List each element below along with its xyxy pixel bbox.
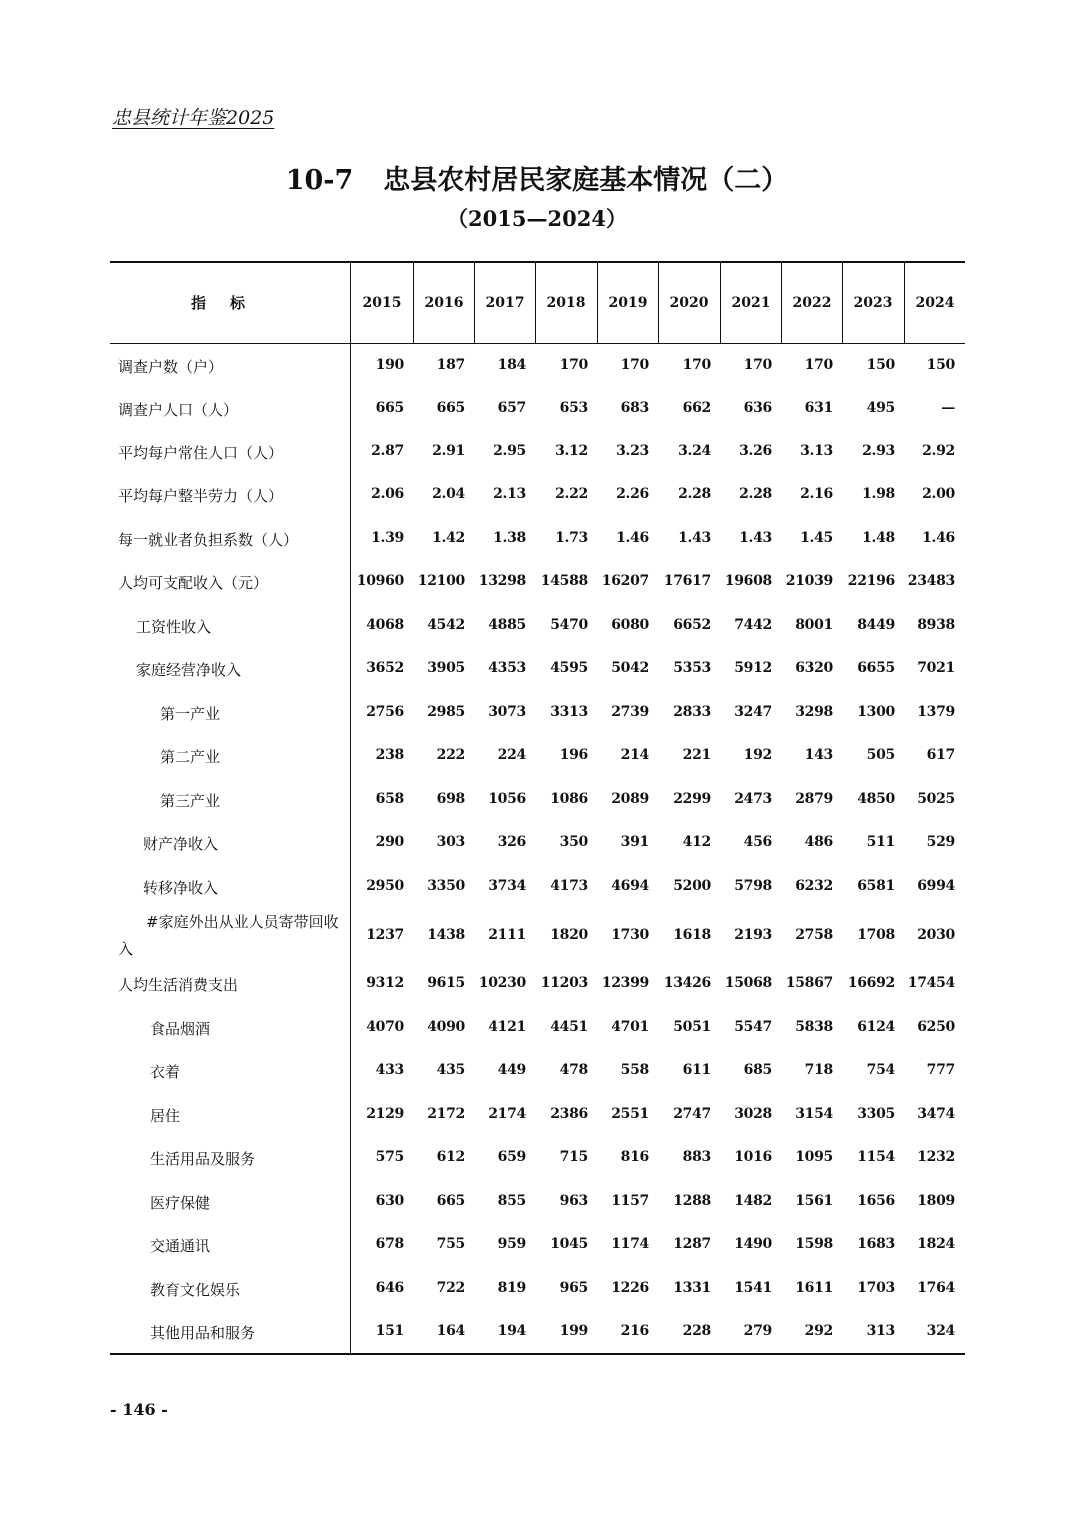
table-cell: 1288: [673, 1193, 711, 1209]
table-cell: 4694: [611, 878, 649, 894]
table-bottom-rule: [110, 1353, 965, 1355]
table-cell: 1730: [611, 927, 649, 943]
table-cell: 16207: [601, 573, 649, 589]
table-cell: 1.98: [862, 486, 895, 502]
table-cell: 21039: [785, 573, 833, 589]
table-cell: 1.46: [616, 530, 649, 546]
table-cell: 10230: [478, 975, 526, 991]
table-cell: 13298: [478, 573, 526, 589]
table-cell: 5025: [917, 791, 955, 807]
table-cell: 1.43: [739, 530, 772, 546]
year-header: 2016: [424, 295, 464, 311]
table-cell: 12100: [417, 573, 465, 589]
table-cell: 7442: [734, 617, 772, 633]
table-cell: 2833: [673, 704, 711, 720]
table-cell: 777: [926, 1062, 955, 1078]
row-label: 第二产业: [160, 748, 221, 766]
table-cell: 2551: [611, 1106, 649, 1122]
table-cell: 2.26: [616, 486, 649, 502]
table-cell: 665: [375, 400, 404, 416]
table-cell: 1764: [917, 1280, 955, 1296]
table-cell: 3247: [734, 704, 772, 720]
table-cell: 5353: [673, 660, 711, 676]
table-cell: 3.23: [616, 443, 649, 459]
table-cell: 1618: [673, 927, 711, 943]
year-header: 2023: [853, 295, 893, 311]
table-cell: 5838: [795, 1019, 833, 1035]
table-cell: 1820: [550, 927, 588, 943]
table-cell: 2111: [488, 927, 526, 943]
table-cell: 4121: [488, 1019, 526, 1035]
table-cell: 1095: [795, 1149, 833, 1165]
table-cell: 199: [559, 1323, 588, 1339]
table-cell: 678: [375, 1236, 404, 1252]
table-cell: 2.28: [678, 486, 711, 502]
table-cell: 170: [559, 357, 588, 373]
table-cell: 313: [866, 1323, 895, 1339]
table-number: 10-7: [285, 165, 354, 196]
table-cell: 16692: [847, 975, 895, 991]
row-label: 衣着: [150, 1063, 181, 1081]
table-cell: 2473: [734, 791, 772, 807]
table-cell: 9312: [366, 975, 404, 991]
table-cell: 391: [620, 834, 649, 850]
table-cell: 3154: [795, 1106, 833, 1122]
table-cell: 2.87: [371, 443, 404, 459]
table-title: [0, 158, 1074, 197]
table-cell: 3474: [917, 1106, 955, 1122]
table-cell: 1045: [550, 1236, 588, 1252]
table-cell: 646: [375, 1280, 404, 1296]
table-cell: 3305: [857, 1106, 895, 1122]
table-cell: 819: [497, 1280, 526, 1296]
table-cell: 8001: [795, 617, 833, 633]
row-label: 平均每户整半劳力（人）: [118, 487, 284, 505]
table-cell: 5200: [673, 878, 711, 894]
table-cell: 6250: [917, 1019, 955, 1035]
row-label: 平均每户常住人口（人）: [118, 444, 284, 462]
table-cell: 19608: [724, 573, 772, 589]
table-cell: 5042: [611, 660, 649, 676]
row-label: 人均可支配收入（元）: [118, 574, 269, 592]
table-cell: 4885: [488, 617, 526, 633]
table-cell: 658: [375, 791, 404, 807]
table-cell: 965: [559, 1280, 588, 1296]
table-cell: 4090: [427, 1019, 465, 1035]
table-cell: 630: [375, 1193, 404, 1209]
row-label: 每一就业者负担系数（人）: [118, 531, 299, 549]
table-cell: 855: [497, 1193, 526, 1209]
table-cell: 963: [559, 1193, 588, 1209]
table-cell: 486: [804, 834, 833, 850]
table-cell: 11203: [540, 975, 588, 991]
table-cell: 1490: [734, 1236, 772, 1252]
table-cell: 12399: [601, 975, 649, 991]
row-label: 人均生活消费支出: [118, 976, 239, 994]
table-cell: 4173: [550, 878, 588, 894]
table-cell: 3298: [795, 704, 833, 720]
table-title-text: 忠县农村居民家庭基本情况（二）: [383, 165, 789, 196]
table-cell: 1226: [611, 1280, 649, 1296]
table-cell: 170: [682, 357, 711, 373]
table-cell: 196: [559, 747, 588, 763]
year-header: 2018: [546, 295, 586, 311]
table-cell: 324: [926, 1323, 955, 1339]
table-cell: 1703: [857, 1280, 895, 1296]
table-cell: 495: [866, 400, 895, 416]
table-cell: 150: [866, 357, 895, 373]
table-cell: 1157: [611, 1193, 649, 1209]
table-cell: 222: [436, 747, 465, 763]
table-cell: 511: [866, 834, 895, 850]
table-cell: 3073: [488, 704, 526, 720]
table-cell: 238: [375, 747, 404, 763]
table-cell: 2172: [427, 1106, 465, 1122]
row-label: 调查户人口（人）: [118, 401, 239, 419]
table-cell: 2739: [611, 704, 649, 720]
table-cell: 3313: [550, 704, 588, 720]
table-cell: 617: [926, 747, 955, 763]
table-cell: 22196: [847, 573, 895, 589]
table-cell: 2129: [366, 1106, 404, 1122]
table-cell: 2030: [917, 927, 955, 943]
table-cell: 754: [866, 1062, 895, 1078]
table-cell: 959: [497, 1236, 526, 1252]
row-label: 食品烟酒: [150, 1020, 211, 1038]
table-cell: 23483: [907, 573, 955, 589]
table-cell: 665: [436, 1193, 465, 1209]
table-cell: 2756: [366, 704, 404, 720]
table-cell: 3.12: [555, 443, 588, 459]
table-cell: 657: [497, 400, 526, 416]
table-cell: 221: [682, 747, 711, 763]
table-cell: 13426: [663, 975, 711, 991]
table-cell: 290: [375, 834, 404, 850]
table-cell: 2.06: [371, 486, 404, 502]
table-cell: 2.22: [555, 486, 588, 502]
table-cell: 15867: [785, 975, 833, 991]
table-header-rule: [110, 343, 965, 344]
table-cell: 6655: [857, 660, 895, 676]
table-cell: 2.92: [922, 443, 955, 459]
table-cell: 449: [497, 1062, 526, 1078]
year-header: 2024: [915, 295, 955, 311]
table-cell: —: [941, 400, 955, 416]
table-cell: 2.28: [739, 486, 772, 502]
table-cell: 1331: [673, 1280, 711, 1296]
table-cell: 1232: [917, 1149, 955, 1165]
table-cell: 6581: [857, 878, 895, 894]
table-cell: 9615: [427, 975, 465, 991]
table-cell: 3734: [488, 878, 526, 894]
table-cell: 4850: [857, 791, 895, 807]
table-cell: 2.95: [493, 443, 526, 459]
year-header: 2017: [485, 295, 525, 311]
table-cell: 3028: [734, 1106, 772, 1122]
row-label: 第三产业: [160, 792, 221, 810]
table-cell: 2.04: [432, 486, 465, 502]
table-cell: 3652: [366, 660, 404, 676]
table-cell: 1016: [734, 1149, 772, 1165]
table-cell: 17454: [907, 975, 955, 991]
table-cell: 683: [620, 400, 649, 416]
table-cell: 6124: [857, 1019, 895, 1035]
yearbook-running-title: 忠县统计年鉴2025: [112, 107, 275, 129]
table-cell: 2.93: [862, 443, 895, 459]
row-label: 交通通讯: [150, 1237, 211, 1255]
table-cell: 4068: [366, 617, 404, 633]
table-cell: 698: [436, 791, 465, 807]
table-cell: 1.46: [922, 530, 955, 546]
table-cell: 303: [436, 834, 465, 850]
table-cell: 631: [804, 400, 833, 416]
table-cell: 15068: [724, 975, 772, 991]
table-cell: 5798: [734, 878, 772, 894]
table-cell: 1056: [488, 791, 526, 807]
table-cell: 883: [682, 1149, 711, 1165]
table-cell: 2.13: [493, 486, 526, 502]
table-cell: 1.39: [371, 530, 404, 546]
table-cell: 5051: [673, 1019, 711, 1035]
table-cell: 1086: [550, 791, 588, 807]
row-label: 转移净收入: [143, 879, 219, 897]
table-cell: 170: [620, 357, 649, 373]
table-cell: 194: [497, 1323, 526, 1339]
year-header: 2019: [608, 295, 648, 311]
table-cell: 1.48: [862, 530, 895, 546]
label-column-divider: [350, 263, 351, 1353]
indicator-header: 指标: [190, 294, 269, 312]
table-cell: 279: [743, 1323, 772, 1339]
table-cell: 4070: [366, 1019, 404, 1035]
table-cell: 1.42: [432, 530, 465, 546]
table-cell: 164: [436, 1323, 465, 1339]
table-cell: 192: [743, 747, 772, 763]
table-cell: 1541: [734, 1280, 772, 1296]
table-cell: 478: [559, 1062, 588, 1078]
table-cell: 5470: [550, 617, 588, 633]
table-cell: 2879: [795, 791, 833, 807]
table-cell: 150: [926, 357, 955, 373]
table-cell: 412: [682, 834, 711, 850]
table-cell: 722: [436, 1280, 465, 1296]
table-cell: 1300: [857, 704, 895, 720]
year-header: 2022: [792, 295, 832, 311]
row-label: 财产净收入: [143, 835, 219, 853]
table-cell: 685: [743, 1062, 772, 1078]
year-header: 2015: [362, 295, 402, 311]
table-cell: 665: [436, 400, 465, 416]
table-cell: 636: [743, 400, 772, 416]
table-cell: 1.38: [493, 530, 526, 546]
table-cell: 151: [375, 1323, 404, 1339]
table-cell: 17617: [663, 573, 711, 589]
table-cell: 1598: [795, 1236, 833, 1252]
table-cell: 435: [436, 1062, 465, 1078]
table-cell: 214: [620, 747, 649, 763]
row-label: 教育文化娱乐: [150, 1281, 241, 1299]
table-cell: 612: [436, 1149, 465, 1165]
table-cell: 170: [804, 357, 833, 373]
row-label: 其他用品和服务: [150, 1324, 256, 1342]
table-cell: 4353: [488, 660, 526, 676]
table-cell: 1154: [857, 1149, 895, 1165]
table-cell: 6232: [795, 878, 833, 894]
table-cell: 6320: [795, 660, 833, 676]
table-cell: 8449: [857, 617, 895, 633]
table-cell: 1.45: [800, 530, 833, 546]
table-cell: 1379: [917, 704, 955, 720]
table-cell: 2386: [550, 1106, 588, 1122]
table-cell: 184: [497, 357, 526, 373]
table-cell: 1.73: [555, 530, 588, 546]
table-cell: 3.24: [678, 443, 711, 459]
year-header: 2021: [731, 295, 771, 311]
table-cell: 1611: [795, 1280, 833, 1296]
page-number: - 146 -: [110, 1400, 168, 1419]
table-cell: 456: [743, 834, 772, 850]
table-cell: 5547: [734, 1019, 772, 1035]
table-cell: 505: [866, 747, 895, 763]
table-cell: 3.26: [739, 443, 772, 459]
table-cell: 6080: [611, 617, 649, 633]
table-cell: 755: [436, 1236, 465, 1252]
table-cell: 4542: [427, 617, 465, 633]
row-label: 第一产业: [160, 705, 221, 723]
table-cell: 1.43: [678, 530, 711, 546]
table-cell: 170: [743, 357, 772, 373]
table-cell: 228: [682, 1323, 711, 1339]
table-cell: 2950: [366, 878, 404, 894]
table-cell: 2174: [488, 1106, 526, 1122]
table-cell: 2193: [734, 927, 772, 943]
table-cell: 3.13: [800, 443, 833, 459]
table-cell: 715: [559, 1149, 588, 1165]
table-cell: 5912: [734, 660, 772, 676]
table-cell: 8938: [917, 617, 955, 633]
row-label: 居住: [150, 1107, 181, 1125]
row-label: 生活用品及服务: [150, 1150, 256, 1168]
row-label: 调查户数（户）: [118, 358, 224, 376]
table-cell: 2758: [795, 927, 833, 943]
table-cell: 1237: [366, 927, 404, 943]
table-cell: 611: [682, 1062, 711, 1078]
table-cell: 10960: [356, 573, 404, 589]
table-cell: 4451: [550, 1019, 588, 1035]
table-cell: 433: [375, 1062, 404, 1078]
table-cell: 1438: [427, 927, 465, 943]
table-cell: 350: [559, 834, 588, 850]
table-cell: 4701: [611, 1019, 649, 1035]
table-cell: 659: [497, 1149, 526, 1165]
table-cell: 529: [926, 834, 955, 850]
table-cell: 1656: [857, 1193, 895, 1209]
table-cell: 2.00: [922, 486, 955, 502]
table-cell: 2299: [673, 791, 711, 807]
table-cell: 2985: [427, 704, 465, 720]
table-cell: 7021: [917, 660, 955, 676]
table-cell: 816: [620, 1149, 649, 1165]
table-cell: 1174: [611, 1236, 649, 1252]
table-cell: 6652: [673, 617, 711, 633]
row-label: #家庭外出从业人员寄带回收入: [118, 913, 339, 958]
table-cell: 1824: [917, 1236, 955, 1252]
table-cell: 4595: [550, 660, 588, 676]
table-cell: 224: [497, 747, 526, 763]
table-cell: 14588: [540, 573, 588, 589]
table-cell: 2.91: [432, 443, 465, 459]
table-cell: 1482: [734, 1193, 772, 1209]
row-label: 工资性收入: [136, 618, 212, 636]
year-header: 2020: [669, 295, 709, 311]
table-cell: 653: [559, 400, 588, 416]
table-cell: 190: [375, 357, 404, 373]
table-cell: 2.16: [800, 486, 833, 502]
table-cell: 558: [620, 1062, 649, 1078]
table-cell: 3350: [427, 878, 465, 894]
table-cell: 1708: [857, 927, 895, 943]
table-cell: 2089: [611, 791, 649, 807]
row-label: 家庭经营净收入: [136, 661, 242, 679]
table-cell: 6994: [917, 878, 955, 894]
table-cell: 326: [497, 834, 526, 850]
table-subtitle: （2015—2024）: [447, 206, 627, 231]
table-cell: 1683: [857, 1236, 895, 1252]
table-cell: 1809: [917, 1193, 955, 1209]
table-cell: 143: [804, 747, 833, 763]
table-cell: 575: [375, 1149, 404, 1165]
row-label: 医疗保健: [150, 1194, 211, 1212]
table-cell: 292: [804, 1323, 833, 1339]
table-cell: 1287: [673, 1236, 711, 1252]
table-cell: 662: [682, 400, 711, 416]
table-cell: 216: [620, 1323, 649, 1339]
table-cell: 3905: [427, 660, 465, 676]
table-cell: 187: [436, 357, 465, 373]
table-cell: 2747: [673, 1106, 711, 1122]
table-cell: 1561: [795, 1193, 833, 1209]
table-cell: 718: [804, 1062, 833, 1078]
